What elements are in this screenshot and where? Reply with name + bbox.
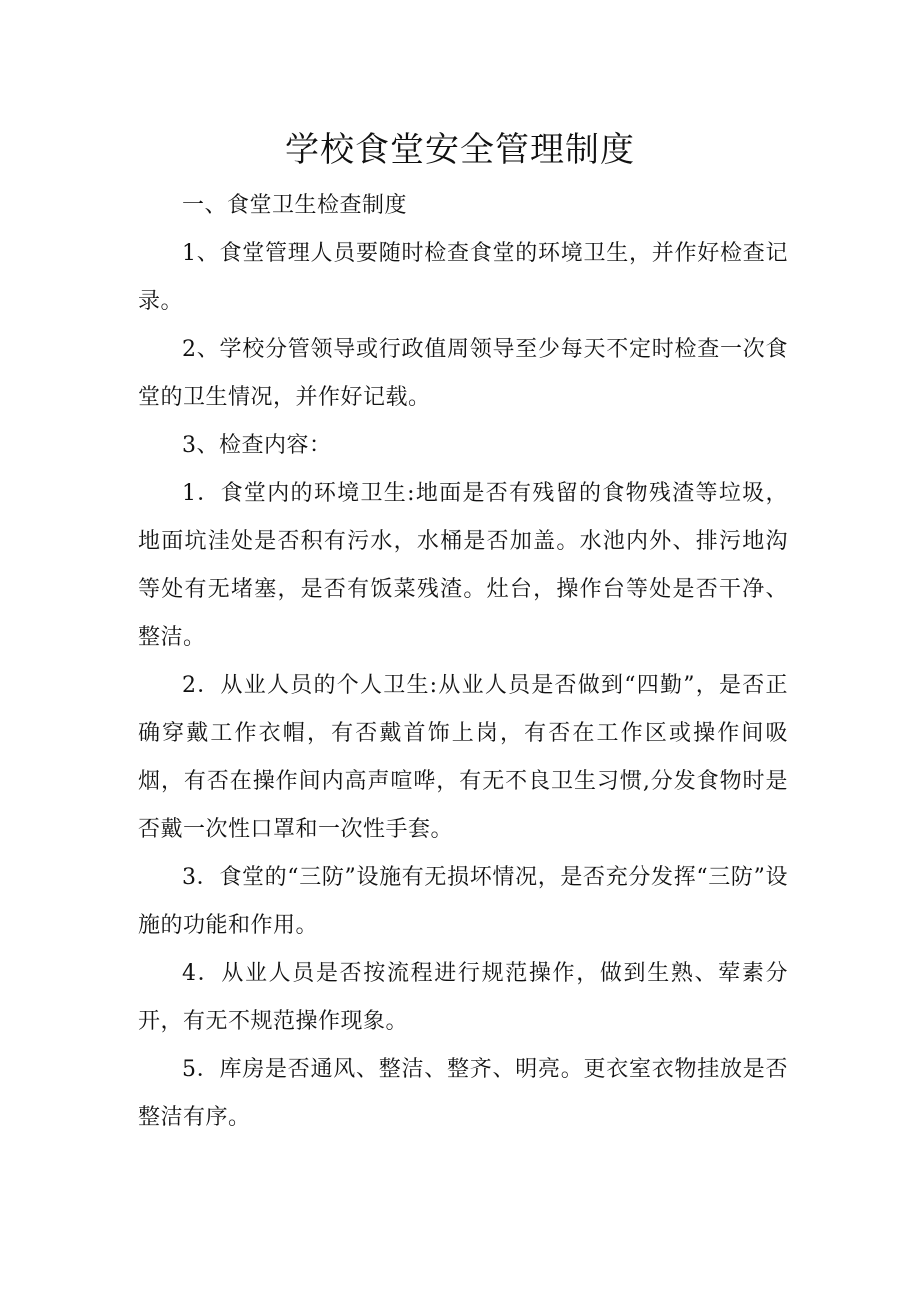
section-heading: 一、食堂卫生检查制度	[182, 193, 408, 218]
paragraph-item-3: 3、检查内容：	[182, 433, 332, 458]
check-item-1: 1．食堂内的环境卫生:地面是否有残留的食物残渣等垃圾，地面坑洼处是否积有污水，水桶是否加盖。水池内外、排污地沟等处有无堵塞，是否有饭菜残渣。灶台，操作台等处是否干净、整洁。	[138, 481, 788, 650]
paragraph-item-1: 1、食堂管理人员要随时检查食堂的环境卫生，并作好检查记录。	[138, 241, 788, 314]
check-item-5: 5．库房是否通风、整洁、整齐、明亮。更衣室衣物挂放是否整洁有序。	[138, 1057, 788, 1130]
document-title: 学校食堂安全管理制度	[285, 130, 635, 170]
document-body	[138, 182, 788, 1142]
check-item-3: 3．食堂的“三防”设施有无损坏情况，是否充分发挥“三防”设施的功能和作用。	[138, 865, 788, 938]
paragraph-item-2: 2、学校分管领导或行政值周领导至少每天不定时检查一次食堂的卫生情况，并作好记载。	[138, 337, 788, 410]
check-item-2: 2．从业人员的个人卫生:从业人员是否做到“四勤”，是否正确穿戴工作衣帽，有否戴首饰上岗，有否在工作区或操作间吸烟，有否在操作间内高声喧哗，有无不良卫生习惯,分发食物时是否戴一次性口罩和一次性手套。	[138, 673, 788, 842]
check-item-4: 4．从业人员是否按流程进行规范操作，做到生熟、荤素分开，有无不规范操作现象。	[138, 961, 788, 1034]
